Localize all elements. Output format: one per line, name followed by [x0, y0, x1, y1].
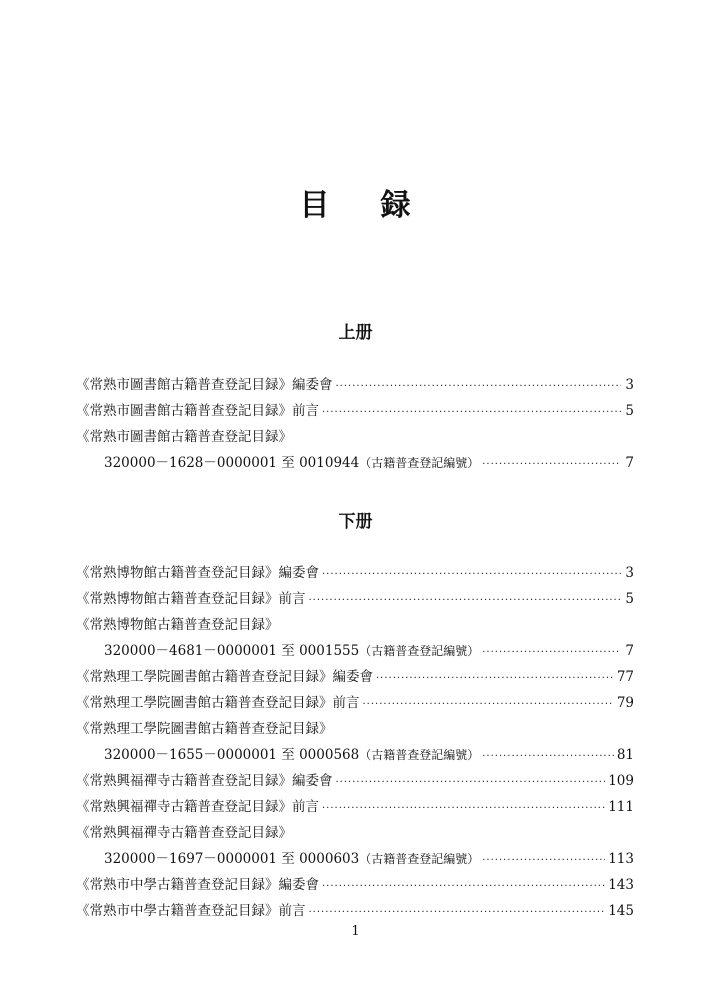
dot-leader: [482, 452, 621, 478]
toc-entry-note: （古籍普查登記編號）: [359, 748, 480, 762]
toc-entry-title: [76, 372, 333, 398]
dot-leader: [309, 588, 622, 614]
toc-entry-label: 《常熟興福禪寺古籍普查登記目録》: [76, 825, 292, 841]
toc-entry[interactable]: [76, 768, 634, 794]
dot-leader: [322, 400, 621, 426]
toc-entry-page: 77: [616, 669, 634, 685]
toc-entry[interactable]: [76, 690, 634, 716]
toc-entry[interactable]: [76, 638, 634, 664]
dot-leader: [376, 666, 614, 692]
dot-leader: [309, 900, 606, 926]
toc-entry-label: 320000－1655－0000001 至 0000568: [104, 747, 360, 763]
title-char-2: 録: [380, 188, 412, 223]
dot-leader: [322, 796, 605, 822]
toc-entry-page: 113: [608, 851, 634, 867]
toc-entry-label: 《常熟市圖書館古籍普查登記目録》前言: [76, 403, 319, 419]
toc-entry-label: 《常熟理工學院圖書館古籍普查登記目録》編委會: [76, 669, 373, 685]
toc-entry[interactable]: [76, 716, 634, 742]
toc-entry[interactable]: [76, 372, 634, 398]
toc-entry-label: 《常熟博物館古籍普查登記目録》: [76, 617, 279, 633]
toc-entry[interactable]: [76, 424, 634, 450]
toc-entry-page: 5: [625, 403, 634, 419]
toc-entry-title: [104, 742, 479, 768]
dot-leader: [363, 692, 614, 718]
toc-entry-note: （古籍普查登記編號）: [359, 644, 480, 658]
toc-entry-page: 111: [608, 799, 634, 815]
toc-entry-page: 7: [625, 643, 634, 659]
dot-leader: [336, 374, 622, 400]
toc-upper: [76, 372, 634, 476]
toc-entry-label: 《常熟興福禪寺古籍普查登記目録》編委會: [76, 773, 333, 789]
toc-entry-note: （古籍普查登記編號）: [359, 456, 480, 470]
volume-heading-lower: 下册: [338, 512, 373, 532]
toc-entry-title: [104, 638, 479, 664]
dot-leader: [482, 640, 621, 666]
toc-entry-label: 《常熟博物館古籍普查登記目録》前言: [76, 591, 306, 607]
toc-entry-page: 3: [625, 565, 634, 581]
toc-lower: [76, 560, 634, 924]
dot-leader: [322, 562, 621, 588]
toc-entry[interactable]: [76, 586, 634, 612]
toc-entry-note: （古籍普查登記編號）: [359, 852, 480, 866]
toc-entry-title: [76, 612, 279, 638]
toc-entry-title: [76, 586, 306, 612]
toc-entry-page: 81: [616, 747, 634, 763]
toc-entry-title: [76, 820, 292, 846]
toc-entry[interactable]: [76, 794, 634, 820]
toc-entry-label: 《常熟興福禪寺古籍普查登記目録》前言: [76, 799, 319, 815]
toc-entry-label: 320000－4681－0000001 至 0001555: [104, 643, 360, 659]
toc-entry-label: 《常熟理工學院圖書館古籍普查登記目録》前言: [76, 695, 360, 711]
page-number: 1: [351, 924, 360, 939]
dot-leader: [482, 848, 605, 874]
toc-entry[interactable]: [76, 664, 634, 690]
toc-entry-title: [76, 794, 319, 820]
toc-entry-label: 《常熟理工學院圖書館古籍普查登記目録》: [76, 721, 333, 737]
toc-entry-label: 《常熟市圖書館古籍普查登記目録》編委會: [76, 377, 333, 393]
toc-entry-title: [76, 690, 360, 716]
dot-leader: [482, 744, 614, 770]
page-title: [0, 180, 711, 224]
toc-entry[interactable]: [76, 612, 634, 638]
toc-entry-title: [104, 846, 479, 872]
toc-entry-title: [76, 560, 319, 586]
toc-entry-title: [76, 664, 373, 690]
dot-leader: [322, 874, 605, 900]
toc-entry-title: [76, 424, 292, 450]
toc-entry-page: 143: [608, 877, 634, 893]
title-char-1: 目: [299, 188, 331, 223]
toc-entry[interactable]: [76, 820, 634, 846]
toc-entry[interactable]: [76, 450, 634, 476]
toc-entry-title: [104, 450, 479, 476]
toc-entry-page: 7: [625, 455, 634, 471]
toc-entry-label: 320000－1697－0000001 至 0000603: [104, 851, 360, 867]
toc-entry-label: 320000－1628－0000001 至 0010944: [104, 455, 360, 471]
toc-entry-page: 109: [608, 773, 634, 789]
toc-entry-page: 5: [625, 591, 634, 607]
toc-entry-label: 《常熟博物館古籍普查登記目録》編委會: [76, 565, 319, 581]
toc-entry-title: [76, 898, 306, 924]
toc-entry[interactable]: [76, 872, 634, 898]
dot-leader: [336, 770, 606, 796]
toc-entry[interactable]: [76, 398, 634, 424]
toc-entry-page: 3: [625, 377, 634, 393]
toc-entry[interactable]: [76, 898, 634, 924]
toc-entry[interactable]: [76, 846, 634, 872]
toc-entry-label: 《常熟市中學古籍普查登記目録》編委會: [76, 877, 319, 893]
toc-entry[interactable]: [76, 742, 634, 768]
toc-entry-page: 79: [616, 695, 634, 711]
volume-heading-upper: 上册: [338, 323, 373, 343]
toc-entry-title: [76, 768, 333, 794]
toc-entry-title: [76, 716, 333, 742]
toc-entry-label: 《常熟市中學古籍普查登記目録》前言: [76, 903, 306, 919]
toc-entry-title: [76, 872, 319, 898]
toc-entry[interactable]: [76, 560, 634, 586]
toc-entry-title: [76, 398, 319, 424]
toc-entry-label: 《常熟市圖書館古籍普查登記目録》: [76, 429, 292, 445]
toc-entry-page: 145: [608, 903, 634, 919]
